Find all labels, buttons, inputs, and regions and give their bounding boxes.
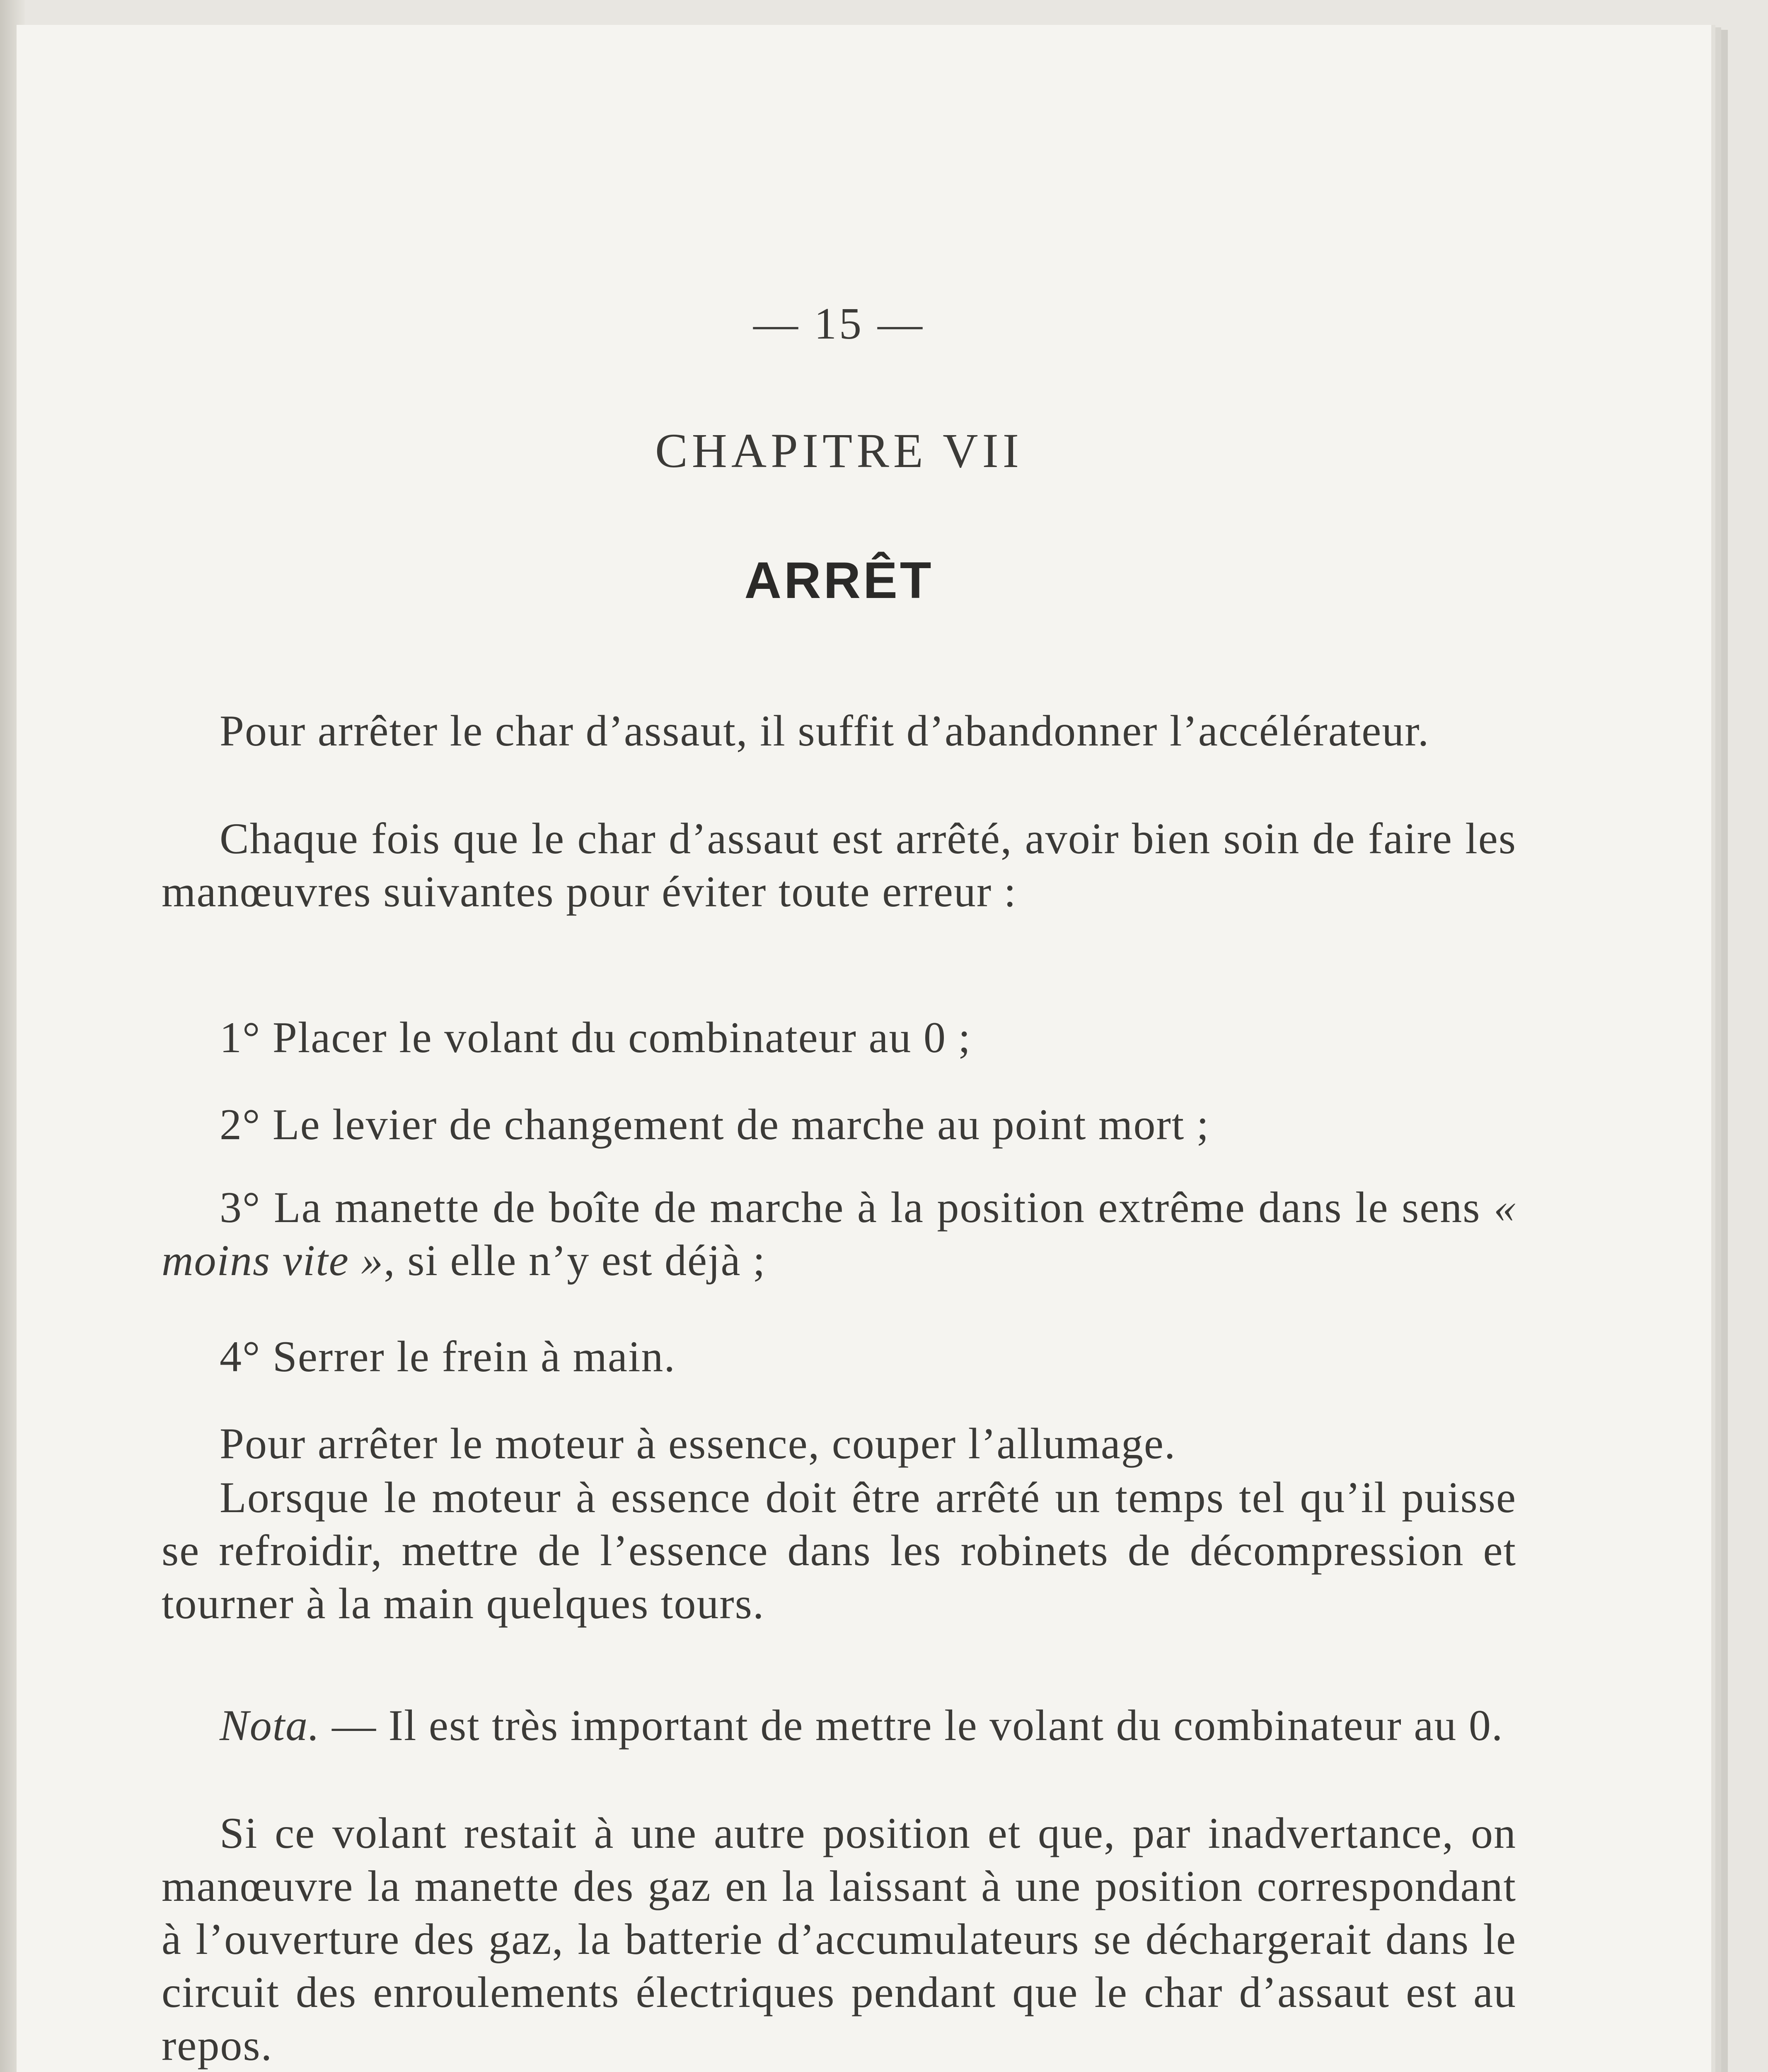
- list-item-3-text: 3° La manette de boîte de marche à la position extrême dans le sens: [220, 1183, 1494, 1232]
- page-number: — 15 —: [753, 299, 925, 349]
- paragraph-maneuvers: Chaque fois que le char d’assaut est arrêté, avoir bien soin de faire les manœuvres suivantes pour éviter toute erreur :: [162, 814, 1516, 916]
- chapter-7-title: ARRÊT: [744, 552, 934, 609]
- chapter-7-heading: CHAPITRE VII: [655, 424, 1023, 478]
- list-item-4: 4° Serrer le frein à main.: [220, 1332, 676, 1381]
- paragraph-cooling: Lorsque le moteur à essence doit être arrêté un temps tel qu’il puisse se refroidir, mettre de l’essence dans les robinets de décompression et tourner à la main quelques tours.: [162, 1473, 1516, 1628]
- book-page: [17, 25, 1711, 2072]
- paragraph-battery-warning: Si ce volant restait à une autre position et que, par inadvertance, on manœuvre la manette des gaz en la laissant à une position correspondant à l’ouverture des gaz, la batterie d’accumulateurs se déchargerait dans le circuit des enroulements électriques pendant que le char d’assaut est au repos.: [162, 1809, 1516, 2070]
- nota-text: — Il est très important de mettre le volant du combinateur au 0.: [320, 1701, 1504, 1750]
- list-item-3-end: , si elle n’y est déjà ;: [384, 1236, 766, 1285]
- list-item-3: [162, 1181, 1516, 1287]
- paragraph-nota: [162, 1699, 1516, 1752]
- list-item-1: 1° Placer le volant du combinateur au 0 ;: [220, 1013, 971, 1062]
- paragraph-stop-tank: Pour arrêter le char d’assaut, il suffit d’abandonner l’accélérateur.: [220, 707, 1430, 755]
- list-item-3-emphasis: « moins vite »: [162, 1183, 1516, 1285]
- nota-label: Nota.: [220, 1701, 320, 1750]
- paragraph-stop-engine: Pour arrêter le moteur à essence, couper l’allumage.: [220, 1419, 1176, 1468]
- list-item-2: 2° Le levier de changement de marche au point mort ;: [220, 1100, 1210, 1149]
